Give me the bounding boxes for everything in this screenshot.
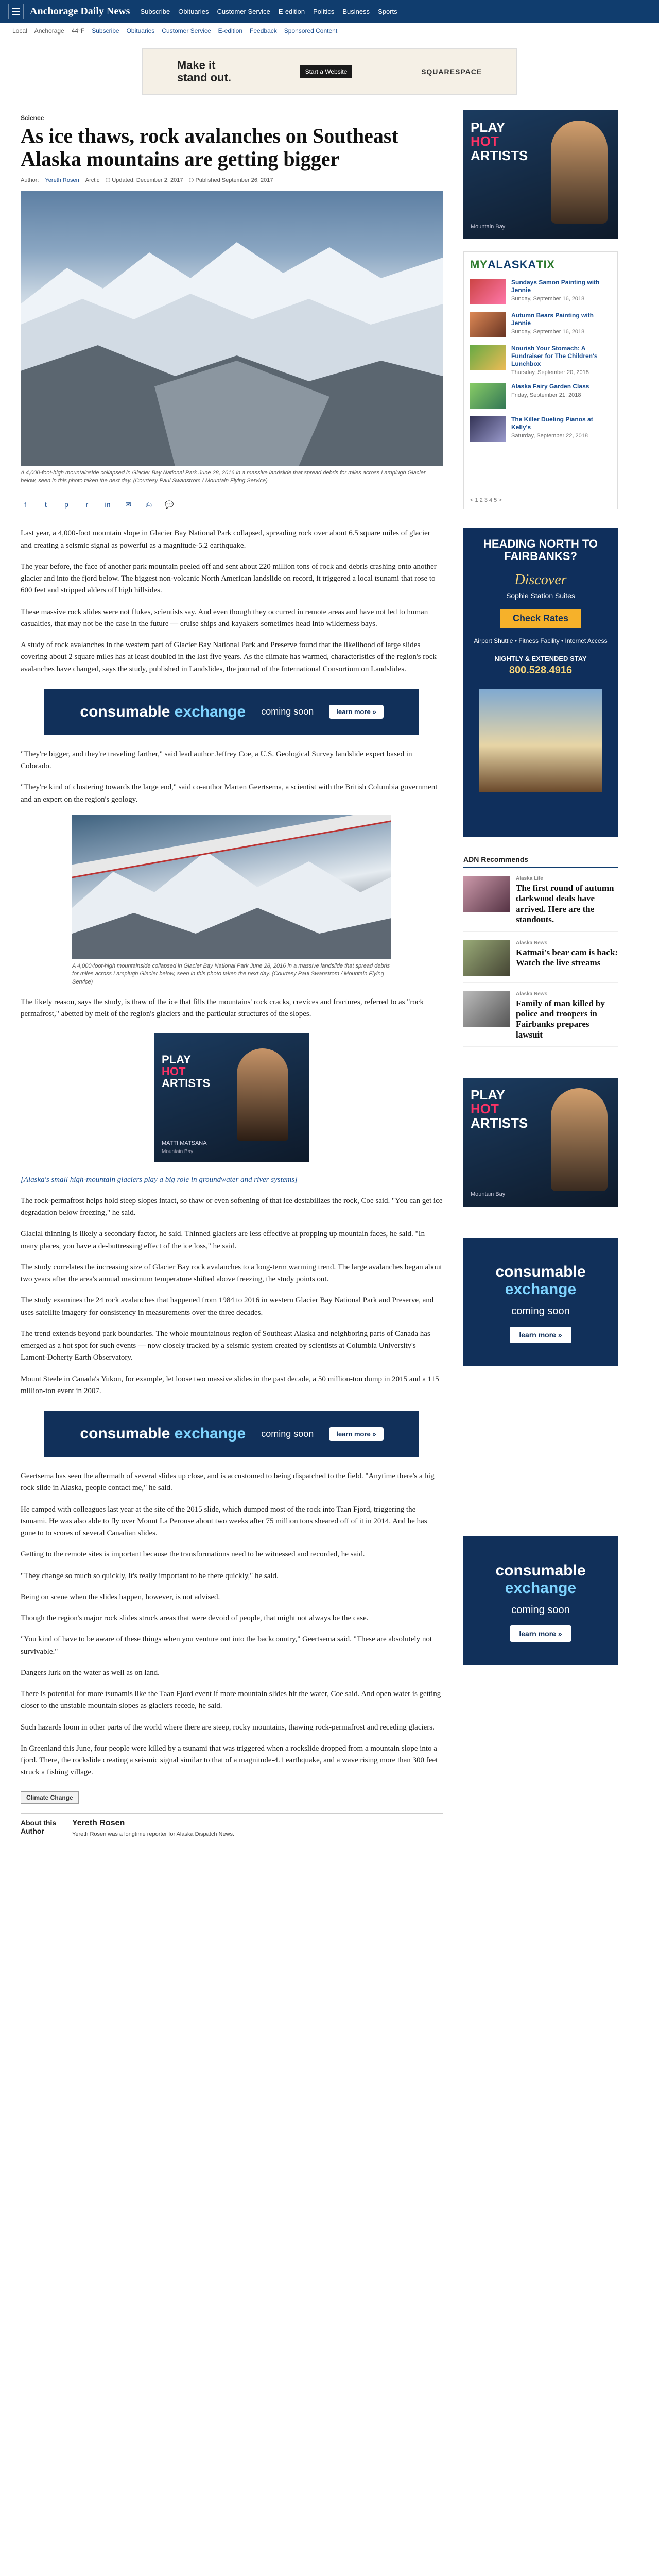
paragraph: In Greenland this June, four people were killed by a tsunami that was triggered when a rockslide dropped from a mountain slope into a fjord. There, the rockslide creating a seismic signal similar to that of a magnitude-4.1 earthquake, and a wave rising more than 300 feet struck a fishing village.	[21, 1744, 438, 1777]
tix-logo-b: ALASKA	[488, 258, 536, 271]
ad-brand: Mountain Bay	[471, 224, 506, 230]
linkedin-icon[interactable]: in	[105, 500, 111, 509]
tix-pager[interactable]: < 1 2 3 4 5 >	[470, 497, 502, 503]
tix-event[interactable]	[470, 383, 611, 409]
ad-coming-soon: coming soon	[261, 706, 314, 717]
ad-artist: MATTI MATSANA	[162, 1140, 207, 1146]
event-thumbnail	[470, 279, 506, 304]
event-title: Sundays Samon Painting with Jennie	[511, 279, 600, 294]
ad-nightly: NIGHTLY & EXTENDED STAY	[494, 655, 587, 663]
subbar-link-feedback[interactable]: Feedback	[250, 27, 277, 35]
check-rates-button[interactable]: Check Rates	[500, 609, 581, 628]
ad-brand-word1: consumable	[80, 1425, 170, 1443]
ad-line3: ARTISTS	[471, 147, 528, 163]
nav-link-obituaries[interactable]: Obituaries	[178, 7, 209, 15]
ad-brand: Discover	[514, 572, 567, 588]
facebook-icon[interactable]: f	[24, 500, 26, 509]
weather-temp[interactable]: 44°F	[71, 27, 85, 35]
about-label: About this Author	[21, 1818, 57, 1835]
tix-event[interactable]	[470, 312, 611, 337]
ad-line3: ARTISTS	[162, 1076, 211, 1090]
event-thumbnail	[470, 383, 506, 409]
local-label: Local	[12, 27, 27, 35]
clock-icon	[189, 178, 194, 182]
event-title: Alaska Fairy Garden Class	[511, 383, 589, 390]
ad-headline	[162, 1054, 210, 1089]
ad-brand-word1: consumable	[495, 1263, 586, 1281]
adn-heading: ADN Recommends	[463, 855, 618, 868]
ad-coming-soon: coming soon	[261, 1428, 314, 1439]
story-title: The first round of autumn darkwood deals have arrived. Here are the standouts.	[516, 883, 614, 925]
published-date	[189, 177, 273, 183]
ad-cta-button[interactable]: Start a Website	[300, 65, 353, 78]
subbar-link-customer-service[interactable]: Customer Service	[162, 27, 211, 35]
ad-brand-word2: exchange	[505, 1580, 577, 1597]
paragraph: Dangers lurk on the water as well as on land.	[21, 1668, 160, 1677]
ad-line1: PLAY	[471, 120, 505, 135]
second-photo-caption: A 4,000-foot-high mountainside collapsed in Glacier Bay National Park June 28, 2016 in a massive landslide that spread debris for miles across Lamplugh Glacier below, seen in this photo taken the next day. (Courtesy Paul Swanstrom / Mountain Flying Service)	[72, 962, 390, 985]
sidebar-ad-hot-artists-2[interactable]	[463, 1078, 618, 1207]
ad-heading: HEADING NORTH TO FAIRBANKS?	[483, 537, 598, 563]
city-label: Anchorage	[34, 27, 64, 35]
story-thumbnail	[463, 940, 510, 976]
top-nav-links	[140, 8, 397, 15]
story-section: Alaska Life	[516, 876, 543, 882]
ad-brand-word2: exchange	[174, 703, 246, 720]
story-section: Alaska News	[516, 940, 548, 946]
paragraph: Such hazards loom in other parts of the world where there are steep, rocky mountains, thawing rock-permafrost and receding glaciers.	[21, 1723, 435, 1732]
ad-headline	[471, 121, 528, 163]
adn-recommends	[463, 855, 618, 1047]
tag-climate-change[interactable]: Climate Change	[21, 1791, 79, 1804]
about-author-bio: Yereth Rosen was a longtime reporter for Alaska Dispatch News.	[72, 1831, 235, 1837]
ad-brand	[463, 1562, 618, 1597]
event-title: Autumn Bears Painting with Jennie	[511, 312, 594, 327]
related-link[interactable]: [Alaska's small high-mountain glaciers play a big role in groundwater and river systems]	[21, 1175, 298, 1184]
mountain-image	[21, 191, 443, 466]
paragraph: These massive rock slides were not flukes, scientists say. And even though they occurred in remote areas and have not led to human casualties, that may not be the case in the future — cruise ships and kayakers sometimes head into wilderness bays.	[21, 607, 428, 628]
event-title: The Killer Dueling Pianos at Kelly's	[511, 416, 593, 431]
ad-line2: HOT	[471, 1101, 499, 1117]
hotel-photo	[479, 689, 602, 792]
ad-line2: HOT	[471, 133, 499, 149]
share-bar	[21, 500, 443, 509]
ad-coming-soon: coming soon	[511, 1604, 570, 1616]
event-date: Saturday, September 22, 2018	[511, 433, 588, 439]
paragraph: "They change so much so quickly, it's really important to be there quickly," he said.	[21, 1571, 279, 1580]
ad-brand	[463, 1263, 618, 1298]
ad-phone: 800.528.4916	[509, 665, 573, 676]
story-title: Katmai's bear cam is back: Watch the live streams	[516, 947, 618, 968]
sidebar-hotel-ad[interactable]	[463, 528, 618, 837]
site-logo[interactable]: Anchorage Daily News	[30, 5, 130, 17]
event-thumbnail	[470, 416, 506, 442]
paragraph: "You kind of have to be aware of these things when you venture out into the backcountry," Geertsema said. "These are absolutely not survivable."	[21, 1635, 432, 1656]
tix-event[interactable]	[470, 345, 611, 376]
print-icon[interactable]: ⎙	[146, 500, 152, 509]
lead-photo-caption: A 4,000-foot-high mountainside collapsed in Glacier Bay National Park June 28, 2016 in a massive landslide that spread debris for miles across Lamplugh Glacier below, seen in this photo taken the next day. (Courtesy Paul Swanstrom / Mountain Flying Service)	[21, 469, 426, 484]
ad-logo: SQUARESPACE	[421, 67, 482, 76]
artist-photo	[551, 121, 608, 224]
tix-logo[interactable]	[470, 258, 611, 272]
sub-bar	[0, 23, 659, 39]
consumable-banner-ad[interactable]	[44, 689, 419, 735]
paragraph: He camped with colleagues last year at the site of the 2015 slide, which dumped most of the rock into Taan Fjord, triggering the tsunami. He was also able to fly over Mount La Perouse about two weeks after 75 million tons sheared off of it in 2014. And he has gone to to scores of several Canadian slides.	[21, 1505, 427, 1538]
paragraph: The study correlates the increasing size of Glacier Bay rock avalanches to a long-term warming trend. The large avalanches began about two years after the area's annual maximum temperature shifted above freezing, the study points out.	[21, 1263, 442, 1284]
ad-learn-more-button[interactable]: learn more »	[510, 1625, 571, 1642]
nav-link-politics[interactable]: Politics	[313, 7, 335, 15]
lead-photo[interactable]	[21, 191, 443, 466]
paragraph: "They're bigger, and they're traveling farther," said lead author Jeffrey Coe, a U.S. Geological Survey landslide expert based in Colorado.	[21, 750, 412, 771]
subbar-link-subscribe[interactable]: Subscribe	[92, 27, 119, 35]
paragraph: "They're kind of clustering towards the large end," said co-author Marten Geertsema, a scientist with the British Columbia government and an expert on the region's geology.	[21, 783, 438, 804]
sidebar-consumable-ad-2[interactable]	[463, 1536, 618, 1665]
subbar-link-obituaries[interactable]: Obituaries	[126, 27, 155, 35]
artist-photo	[237, 1048, 288, 1141]
subbar-link-sponsored[interactable]: Sponsored Content	[284, 27, 338, 35]
nav-link-business[interactable]: Business	[342, 7, 370, 15]
tix-event[interactable]	[470, 279, 611, 304]
paragraph: A study of rock avalanches in the western part of Glacier Bay National Park and Preserve found that the likelihood of large slides covering about 2 square miles has at least doubled in the last five years. As the climate has warmed, characteristics of the region's rock avalanches have changed, says the study, published in Landslides, the journal of the International Consortium on Landslides.	[21, 641, 437, 673]
ad-line1: PLAY	[471, 1087, 505, 1103]
tix-logo-c: TIX	[536, 258, 555, 271]
event-title: Nourish Your Stomach: A Fundraiser for The Children's Lunchbox	[511, 345, 598, 367]
article-kicker[interactable]: Science	[21, 114, 44, 122]
subbar-link-e-edition[interactable]: E-edition	[218, 27, 243, 35]
event-thumbnail	[470, 312, 506, 337]
published-text: Published September 26, 2017	[195, 177, 273, 183]
updated-date	[106, 177, 183, 183]
comment-icon[interactable]: 💬	[165, 500, 174, 509]
ad-headline	[177, 59, 231, 84]
about-author	[21, 1813, 443, 1837]
article-column	[21, 110, 443, 1837]
paragraph: Geertsema has seen the aftermath of several slides up close, and is accustomed to being dispatched to the field. "Anytime there's a big rock slide in Alaska, people contact me," he said.	[21, 1472, 435, 1493]
about-author-name[interactable]: Yereth Rosen	[72, 1818, 125, 1827]
ad-learn-more-button[interactable]: learn more »	[510, 1327, 571, 1343]
ad-coming-soon: coming soon	[511, 1306, 570, 1317]
sidebar-ad-hot-artists[interactable]	[463, 110, 618, 239]
ad-learn-more-button[interactable]: learn more »	[329, 1427, 383, 1441]
section-label[interactable]: Arctic	[85, 177, 100, 183]
ad-brand: Mountain Bay	[162, 1148, 194, 1155]
sidebar-consumable-ad[interactable]	[463, 1238, 618, 1366]
paragraph: The study examines the 24 rock avalanches that happened from 1984 to 2016 in western Glacier Bay National Park and Preserve, and uses satellite imagery for consistency in measurements over the three decades.	[21, 1296, 434, 1317]
ad-brand	[80, 703, 246, 721]
paragraph: The rock-permafrost helps hold steep slopes intact, so thaw or even softening of that ice destabilizes the rock, Coe said. "You can get ice degradation below freezing," he said.	[21, 1196, 443, 1217]
ad-brand: Mountain Bay	[471, 1191, 506, 1198]
nav-link-subscribe[interactable]: Subscribe	[140, 7, 170, 15]
ad-headline-line1: Make it	[177, 58, 216, 72]
paragraph: There is potential for more tsunamis like the Taan Fjord event if more mountain slides hit the water, Coe said. And open water is getting closer to the unstable mountain slopes as glaciers recede, he said.	[21, 1690, 441, 1710]
ad-brand-word1: consumable	[80, 703, 170, 720]
paragraph: Getting to the remote sites is important because the transformations need to be witnessed and recorded, he said.	[21, 1550, 365, 1559]
event-date: Sunday, September 16, 2018	[511, 329, 585, 335]
recommended-story[interactable]	[463, 940, 618, 983]
byline	[21, 177, 443, 183]
tix-logo-a: MY	[470, 258, 488, 271]
recommended-story[interactable]	[463, 876, 618, 932]
twitter-icon[interactable]: t	[45, 500, 47, 509]
pinterest-icon[interactable]: p	[64, 500, 68, 509]
author-label: Author:	[21, 177, 39, 183]
paragraph: Being on scene when the slides happen, however, is not advised.	[21, 1592, 220, 1601]
email-icon[interactable]: ✉	[125, 500, 131, 509]
ad-headline-line2: stand out.	[177, 71, 231, 84]
second-photo[interactable]	[72, 815, 391, 959]
ad-line2: HOT	[162, 1064, 186, 1078]
event-date: Sunday, September 16, 2018	[511, 296, 585, 302]
ad-features: Airport Shuttle • Fitness Facility • Internet Access	[474, 637, 608, 645]
sidebar	[463, 110, 618, 1665]
story-section: Alaska News	[516, 991, 548, 997]
nav-link-customer-service[interactable]: Customer Service	[217, 7, 270, 15]
updated-text: Updated: December 2, 2017	[112, 177, 183, 183]
article-body	[21, 528, 443, 1837]
ad-headline	[471, 1088, 528, 1130]
event-date: Thursday, September 20, 2018	[511, 369, 589, 376]
ad-brand-word1: consumable	[495, 1562, 586, 1580]
story-title: Family of man killed by police and troopers in Fairbanks prepares lawsuit	[516, 998, 605, 1040]
author-link[interactable]: Yereth Rosen	[45, 177, 79, 183]
event-thumbnail	[470, 345, 506, 370]
ad-brand	[80, 1425, 246, 1443]
ad-learn-more-button[interactable]: learn more »	[329, 705, 383, 719]
paragraph: Last year, a 4,000-foot mountain slope in Glacier Bay National Park collapsed, spreading rock over about 6.5 square miles of glacier and creating a seismic signal as powerful as a magnitude-5.2 earthquake.	[21, 529, 430, 550]
ad-brand-sub: Sophie Station Suites	[506, 591, 575, 600]
top-navigation	[0, 0, 659, 23]
paragraph: The likely reason, says the study, is thaw of the ice that fills the mountains' rock cracks, crevices and fractures, referred to as "rock permafrost," abetted by melt of the region's glaciers and the particular structures of the slopes.	[21, 998, 424, 1019]
artist-photo	[551, 1088, 608, 1191]
story-thumbnail	[463, 991, 510, 1027]
consumable-banner-ad-2[interactable]	[44, 1411, 419, 1457]
nav-link-e-edition[interactable]: E-edition	[278, 7, 305, 15]
event-date: Friday, September 21, 2018	[511, 392, 581, 398]
menu-icon[interactable]	[8, 4, 24, 19]
recommended-story[interactable]	[463, 991, 618, 1047]
paragraph: Mount Steele in Canada's Yukon, for example, let loose two massive slides in the past decade, a 50 million-ton dump in 2015 and a 115 million-ton event in 2007.	[21, 1375, 439, 1395]
tix-event[interactable]	[470, 416, 611, 442]
my-alaska-tix-widget	[463, 251, 618, 509]
clock-icon	[106, 178, 110, 182]
reddit-icon[interactable]: r	[85, 500, 89, 509]
story-thumbnail	[463, 876, 510, 912]
ad-line3: ARTISTS	[471, 1115, 528, 1131]
paragraph: The year before, the face of another park mountain peeled off and sent about 220 million tons of rock and debris crashing onto another glacier and into the fjord below. The biggest non-volcanic North American landslide on record, it triggered a local tsunami that rose to 600 feet and stripped alders off high hillsides.	[21, 562, 437, 595]
nav-link-sports[interactable]: Sports	[378, 7, 397, 15]
ad-line1: PLAY	[162, 1053, 191, 1066]
article-title: As ice thaws, rock avalanches on Southeast Alaska mountains are getting bigger	[21, 124, 398, 171]
ad-brand-word2: exchange	[174, 1425, 246, 1443]
paragraph: The trend extends beyond park boundaries. The whole mountainous region of Southeast Alaska and neighboring parts of Canada has emerged as a hot spot for such events — now closely tracked by a seismic system created by scientists at Columbia University's Lamont-Doherty Earth Observatory.	[21, 1329, 430, 1362]
ad-brand-word2: exchange	[505, 1281, 577, 1298]
inline-video-ad[interactable]	[154, 1033, 309, 1162]
top-banner-ad[interactable]	[142, 48, 517, 95]
paragraph: Glacial thinning is likely a secondary factor, he said. Thinned glaciers are less effective at propping up mountain faces, he said. "In many places, you have a de-buttressing effect of the ice loss," he said.	[21, 1230, 425, 1250]
paragraph: Though the region's major rock slides struck areas that were devoid of people, that might not always be the case.	[21, 1614, 369, 1623]
